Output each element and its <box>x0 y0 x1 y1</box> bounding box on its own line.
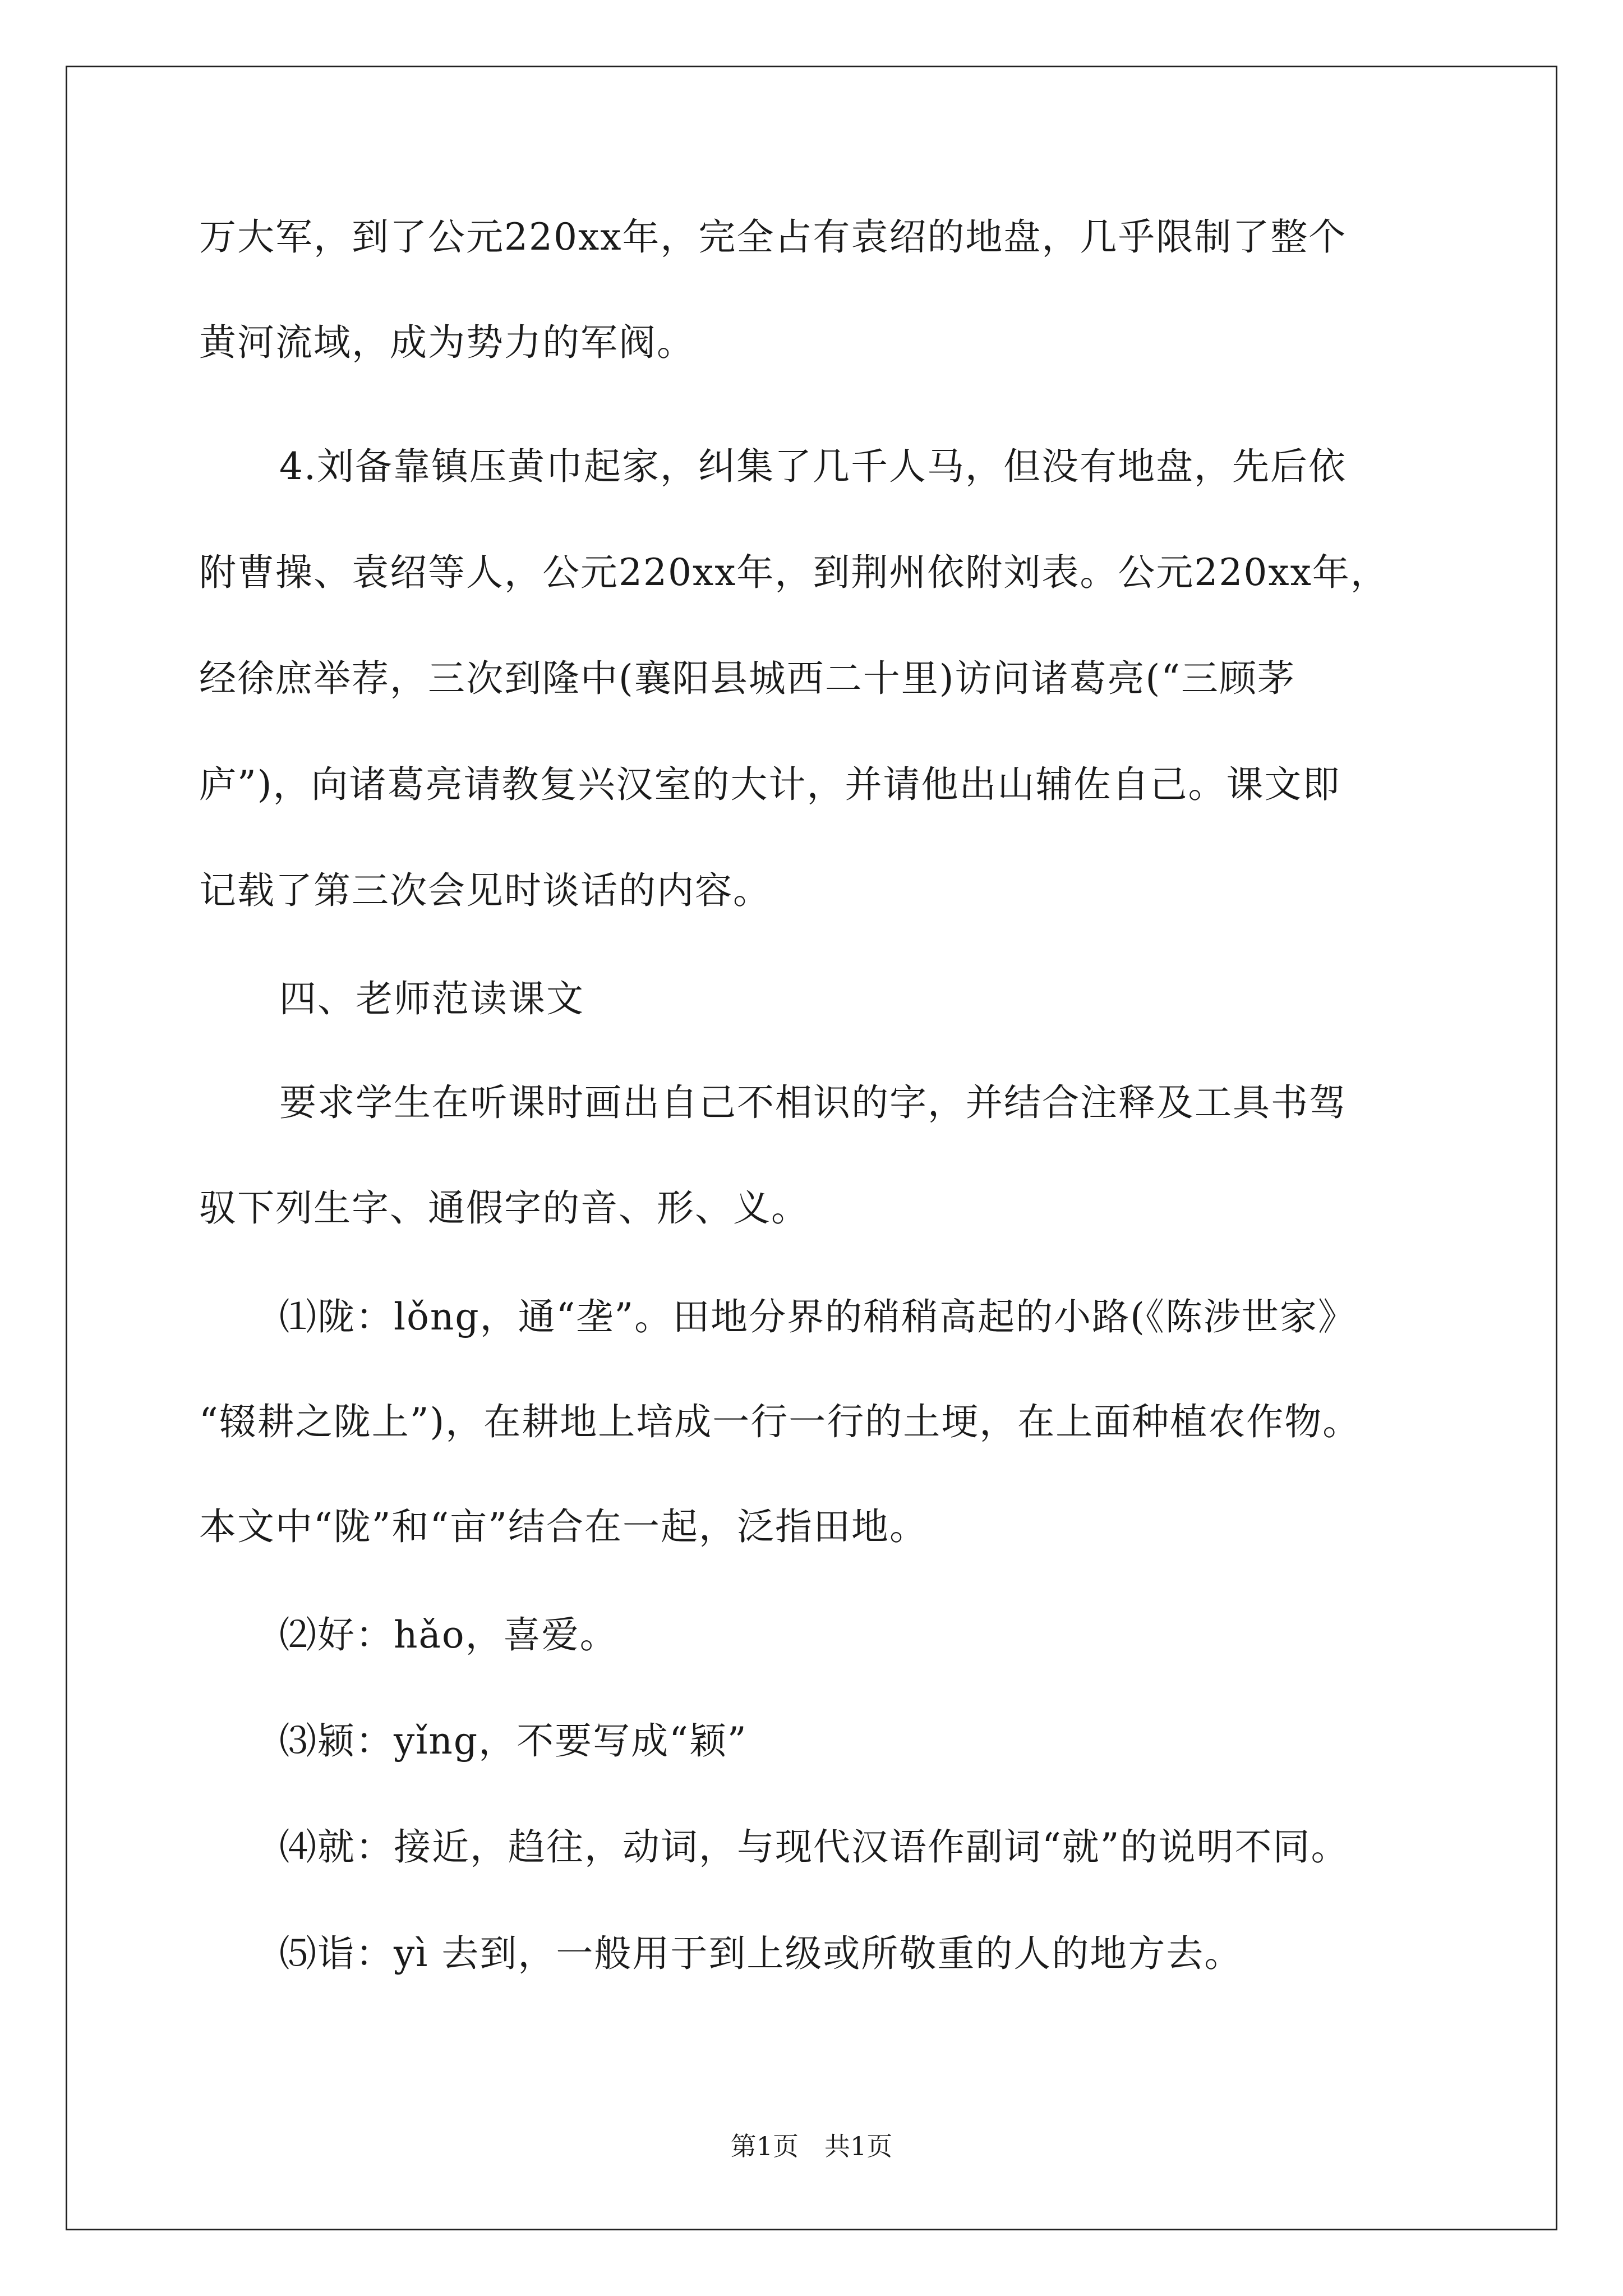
paragraph-line: 要求学生在听课时画出自己不相识的字，并结合注释及工具书驾 <box>279 1081 1347 1124</box>
paragraph-line: 庐”)，向诸葛亮请教复兴汉室的大计，并请他出山辅佐自己。课文即 <box>199 763 1341 806</box>
paragraph-line: 万大军，到了公元220xx年，完全占有袁绍的地盘，几乎限制了整个 <box>199 215 1347 259</box>
paragraph-line: “辍耕之陇上”)，在耕地上培成一行一行的土埂，在上面种植农作物。 <box>199 1400 1361 1443</box>
page-border <box>66 66 1557 2230</box>
paragraph-line: 驭下列生字、通假字的音、形、义。 <box>199 1186 809 1230</box>
paragraph-line: ⑸诣：yì 去到，一般用于到上级或所敬重的人的地方去。 <box>279 1932 1243 1975</box>
paragraph-line: ⑷就：接近，趋往，动词，与现代汉语作副词“就”的说明不同。 <box>279 1825 1349 1869</box>
page-number-footer: 第1页 共1页 <box>730 2131 893 2161</box>
paragraph-line: ⑵好：hǎo，喜爱。 <box>279 1613 618 1657</box>
paragraph-line: ⑴陇：lǒng，通“垄”。田地分界的稍稍高起的小路(《陈涉世家》 <box>279 1295 1356 1338</box>
paragraph-line: 黄河流域，成为势力的军阀。 <box>199 321 695 364</box>
paragraph-line: ⑶颍：yǐng，不要写成“颖” <box>279 1719 748 1763</box>
paragraph-line: 经徐庶举荐，三次到隆中(襄阳县城西二十里)访问诸葛亮(“三顾茅 <box>199 657 1295 700</box>
paragraph-line: 本文中“陇”和“亩”结合在一起，泛指田地。 <box>199 1505 928 1548</box>
paragraph-line: 4.刘备靠镇压黄巾起家，纠集了几千人马，但没有地盘，先后依 <box>279 445 1347 488</box>
paragraph-line: 附曹操、袁绍等人，公元220xx年，到荆州依附刘表。公元220xx年， <box>199 551 1389 594</box>
section-heading: 四、老师范读课文 <box>279 977 584 1020</box>
paragraph-line: 记载了第三次会见时谈话的内容。 <box>199 869 771 912</box>
